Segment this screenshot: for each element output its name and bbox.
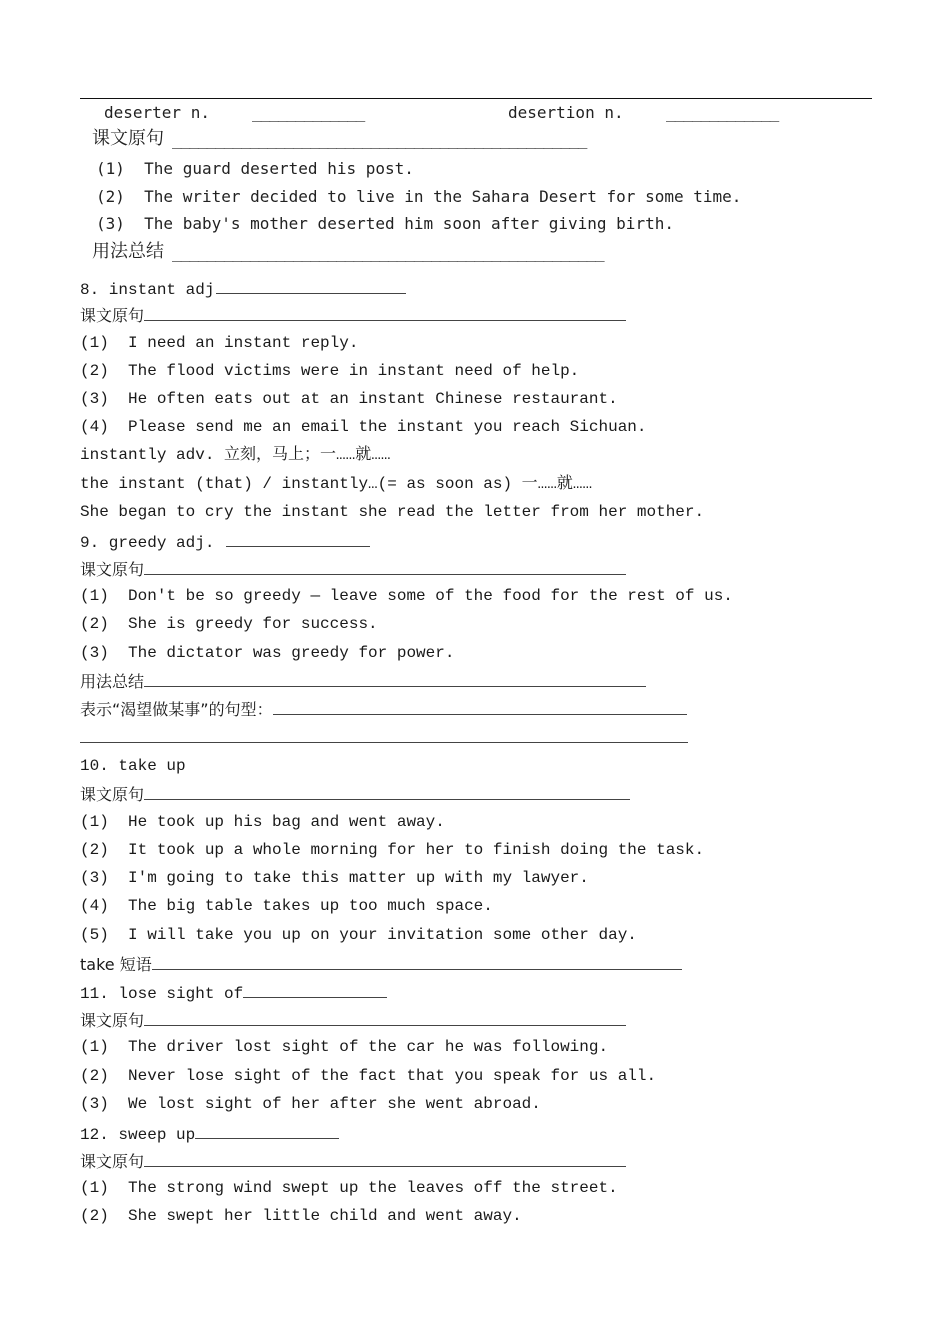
usage-summary-blank[interactable]: __________________________________________________ (172, 243, 604, 262)
item-10-sentence-4: (4) The big table takes up too much space. (80, 897, 493, 915)
item-8-note-instantly: instantly adv. 立刻，马上；一……就…… (80, 446, 391, 464)
item-11-sentence-3: (3) We lost sight of her after she went abroad. (80, 1095, 541, 1113)
top-sentence-2: (2) The writer decided to live in the Sahara Desert for some time. (96, 187, 742, 206)
item-9-sentence-2: (2) She is greedy for success. (80, 615, 378, 633)
top-rule (80, 98, 872, 99)
item-10-original-label: 课文原句 (80, 785, 630, 803)
item-10-sentence-2: (2) It took up a whole morning for her to finish doing the task. (80, 841, 705, 859)
item-8-original-blank[interactable] (144, 306, 626, 321)
item-9-usage-blank[interactable] (144, 672, 646, 687)
item-9-blank[interactable] (226, 532, 370, 547)
item-11-original-blank[interactable] (144, 1011, 626, 1026)
item-10-sentence-1: (1) He took up his bag and went away. (80, 813, 445, 831)
item-8-note-the-instant: the instant (that) / instantly…(= as soon as) 一……就…… (80, 475, 593, 493)
item-10-phrases-blank[interactable] (152, 955, 682, 970)
item-11-sentence-1: (1) The driver lost sight of the car he was following. (80, 1038, 609, 1056)
deserter-label: deserter n. (104, 103, 210, 122)
desertion-blank[interactable]: _____________ (666, 103, 779, 122)
item-8-sentence-4: (4) Please send me an email the instant you reach Sichuan. (80, 418, 647, 436)
item-9-heading: 9. greedy adj. (80, 532, 370, 551)
item-8-blank[interactable] (216, 279, 406, 294)
item-11-sentence-2: (2) Never lose sight of the fact that you speak for us all. (80, 1067, 657, 1085)
item-9-pattern-blank-2[interactable] (80, 728, 688, 746)
item-10-heading: 10. take up (80, 757, 186, 775)
item-10-sentence-3: (3) I'm going to take this matter up with my lawyer. (80, 869, 589, 887)
item-9-pattern-blank[interactable] (273, 700, 687, 715)
original-sentence-label: 课文原句 (92, 128, 164, 149)
item-12-blank[interactable] (195, 1124, 339, 1139)
top-sentence-3: (3) The baby's mother deserted him soon after giving birth. (96, 214, 674, 233)
item-8-sentence-2: (2) The flood victims were in instant need of help. (80, 362, 580, 380)
item-10-sentence-5: (5) I will take you up on your invitation some other day. (80, 926, 637, 944)
item-8-original-label: 课文原句 (80, 306, 626, 324)
item-12-sentence-1: (1) The strong wind swept up the leaves off the street. (80, 1179, 618, 1197)
item-9-original-label: 课文原句 (80, 560, 626, 578)
item-11-heading: 11. lose sight of (80, 983, 387, 1002)
item-12-original-blank[interactable] (144, 1152, 626, 1167)
item-9-sentence-1: (1) Don't be so greedy — leave some of the food for the rest of us. (80, 587, 733, 605)
desertion-label: desertion n. (508, 103, 624, 122)
original-sentence-blank[interactable]: ________________________________________________ (172, 130, 587, 149)
item-10-phrases-label: take 短语 (80, 955, 682, 973)
item-12-original-label: 课文原句 (80, 1152, 626, 1170)
item-12-sentence-2: (2) She swept her little child and went away. (80, 1207, 522, 1225)
item-10-original-blank[interactable] (144, 785, 630, 800)
item-8-example: She began to cry the instant she read the letter from her mother. (80, 503, 705, 521)
item-12-heading: 12. sweep up (80, 1124, 339, 1143)
usage-summary-label: 用法总结 (92, 241, 164, 262)
item-8-heading: 8. instant adj (80, 279, 406, 298)
item-9-usage-label: 用法总结 (80, 672, 646, 690)
item-11-original-label: 课文原句 (80, 1011, 626, 1029)
item-9-original-blank[interactable] (144, 560, 626, 575)
item-11-blank[interactable] (243, 983, 387, 998)
item-9-pattern-label: 表示“渴望做某事”的句型： (80, 700, 687, 718)
top-sentence-1: (1) The guard deserted his post. (96, 159, 414, 178)
item-8-sentence-3: (3) He often eats out at an instant Chinese restaurant. (80, 390, 618, 408)
deserter-blank[interactable]: _____________ (252, 103, 365, 122)
item-9-sentence-3: (3) The dictator was greedy for power. (80, 644, 455, 662)
item-8-sentence-1: (1) I need an instant reply. (80, 334, 359, 352)
